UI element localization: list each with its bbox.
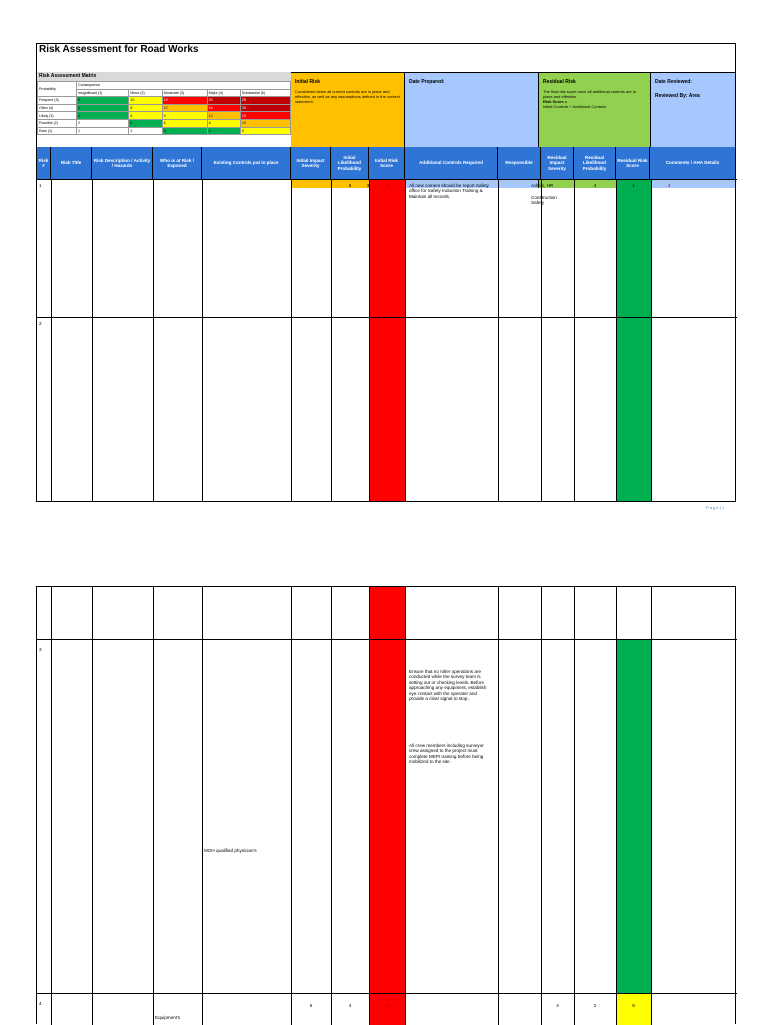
risk-number: 1 xyxy=(39,183,42,188)
matrix-cell: 15 xyxy=(240,112,290,120)
residual-score-value: 8 xyxy=(632,1003,635,1008)
additional-controls-text: Ensure that no roller operations are conducted while the survey team is setting out or checking levels. Before approaching any equipment, establish eye contact with the operator and provide a clear signal to stop. xyxy=(409,669,487,702)
residual-risk-heading: Residual Risk xyxy=(543,79,576,85)
col-initial-severity: Initial Impact Severity xyxy=(291,147,331,179)
matrix-cell: 15 xyxy=(162,97,207,105)
matrix-col: Moderate (3) xyxy=(162,89,207,97)
matrix-cell: 8 xyxy=(129,104,162,112)
page-title: Risk Assessment for Road Works xyxy=(39,44,199,55)
col-who-at-risk: Who is at Risk / Exposed xyxy=(153,147,202,179)
reviewed-by-label: Reviewed By: Area xyxy=(655,93,700,99)
residual-risk-text: The final risk score once all additional controls are in place and effective. xyxy=(543,89,636,99)
initial-score-value: 20 xyxy=(384,1003,390,1008)
initial-likelihood-value: 4 xyxy=(348,1003,352,1008)
responsible-text: Construction Safety xyxy=(531,195,557,206)
risk-number: 4 xyxy=(39,1001,42,1006)
matrix-cell: 2 xyxy=(77,119,129,127)
consequence-label: Consequence xyxy=(77,82,291,90)
date-reviewed-label: Date Reviewed: xyxy=(655,79,692,85)
matrix-row-label: Often (4) xyxy=(38,104,77,112)
responsible-text: Admin, HR xyxy=(531,183,554,188)
matrix-row-label: Frequent (5) xyxy=(38,97,77,105)
residual-score-column-fill xyxy=(617,639,651,993)
risk-score-formula: Initial Controls + Additional Controls xyxy=(543,104,607,109)
probability-label: Probability xyxy=(38,82,77,97)
matrix-cell: 1 xyxy=(77,127,129,135)
residual-score-column-fill xyxy=(617,179,651,501)
initial-severity-value: 5 xyxy=(309,1003,313,1008)
additional-controls-text: All crew members including surveyor crew assigned to the project must complete MEPI training before being mobilized to the site. xyxy=(409,743,484,765)
col-residual-score: Residual Risk Score xyxy=(616,147,650,179)
matrix-cell: 4 xyxy=(207,127,240,135)
matrix-cell: 9 xyxy=(162,112,207,120)
residual-likelihood-value: 2 xyxy=(593,1003,597,1008)
col-initial-score: Initial Risk Score xyxy=(369,147,405,179)
matrix-cell: 6 xyxy=(162,119,207,127)
matrix-col: Minor (2) xyxy=(129,89,162,97)
col-initial-likelihood: Initial Likelihood Probability xyxy=(331,147,369,179)
matrix-row-label: Likely (3) xyxy=(38,112,77,120)
initial-risk-heading: Initial Risk xyxy=(295,79,321,85)
initial-likelihood-value: 3 xyxy=(366,183,370,188)
col-responsible: Responsible xyxy=(498,147,541,179)
page-2 xyxy=(36,586,736,1024)
risk-table-page-2 xyxy=(37,587,737,1025)
residual-likelihood-value: 1 xyxy=(632,183,635,188)
col-risk-title: Risk Title xyxy=(51,147,92,179)
risk-score-label: Risk Score = xyxy=(543,99,568,104)
col-comments: Comments / AHA Details xyxy=(665,160,720,166)
matrix-title: Risk Assessment Matrix xyxy=(37,72,291,81)
initial-score-value: 15 xyxy=(384,183,390,188)
matrix-cell: 12 xyxy=(207,112,240,120)
col-risk-description: Risk Description / Activity / Hazards xyxy=(92,147,153,179)
matrix-cell: 20 xyxy=(240,104,290,112)
matrix-cell: 25 xyxy=(240,97,290,105)
page-number: P a g e | 1 xyxy=(706,505,725,510)
matrix-cell: 20 xyxy=(207,97,240,105)
matrix-row-label: Rare (1) xyxy=(38,127,77,135)
matrix-cell: 5 xyxy=(77,97,129,105)
col-residual-likelihood: Residual Likelihood Probability xyxy=(574,147,616,179)
matrix-cell: 4 xyxy=(77,104,129,112)
residual-score-value: 4 xyxy=(667,183,671,188)
matrix-cell: 5 xyxy=(240,127,290,135)
matrix-cell: 10 xyxy=(129,97,162,105)
column-header-row xyxy=(37,147,735,179)
initial-score-column-fill xyxy=(369,587,405,1025)
matrix-cell: 6 xyxy=(129,112,162,120)
additional-controls-text: All new comers should be report Safety office for Safety Induction Training & Maintain all records. xyxy=(409,183,489,199)
date-prepared-label: Date Prepared: xyxy=(409,79,445,85)
matrix-cell: 2 xyxy=(129,127,162,135)
col-risk-num: Risk # xyxy=(37,147,51,179)
matrix-cell: 10 xyxy=(240,119,290,127)
risk-number: 2 xyxy=(39,321,42,326)
risk-table-page-1 xyxy=(37,179,737,501)
matrix-table xyxy=(37,81,291,135)
who-at-risk-text: Equipment's xyxy=(155,1015,181,1020)
initial-severity-value: 5 xyxy=(348,183,352,188)
col-additional-controls: Additional Controls Required xyxy=(405,147,498,179)
existing-controls-text: MOH qualified physician's xyxy=(204,848,257,853)
initial-score-column-fill xyxy=(369,179,405,501)
col-residual-severity: Residual Impact Severity xyxy=(541,147,574,179)
risk-number: 3 xyxy=(39,647,42,652)
matrix-cell: 8 xyxy=(207,119,240,127)
initial-risk-text: Considered when all current controls are in place and effective, as well as any assumptions defined in the context statement. xyxy=(295,89,400,104)
page-1 xyxy=(36,43,736,502)
matrix-cell: 16 xyxy=(207,104,240,112)
residual-score-yellow-fill xyxy=(617,994,651,1025)
matrix-cell: 3 xyxy=(77,112,129,120)
matrix-col: Major (4) xyxy=(207,89,240,97)
col-existing-controls: Existing Controls put in place xyxy=(202,147,291,179)
residual-severity-value: 4 xyxy=(556,1003,559,1008)
matrix-row-label: Possible (2) xyxy=(38,119,77,127)
matrix-cell: 3 xyxy=(162,127,207,135)
residual-severity-value: 4 xyxy=(593,183,597,188)
matrix-cell: 4 xyxy=(129,119,162,127)
matrix-col: Substantial (5) xyxy=(240,89,290,97)
matrix-col: Insignificant (1) xyxy=(77,89,129,97)
matrix-cell: 12 xyxy=(162,104,207,112)
